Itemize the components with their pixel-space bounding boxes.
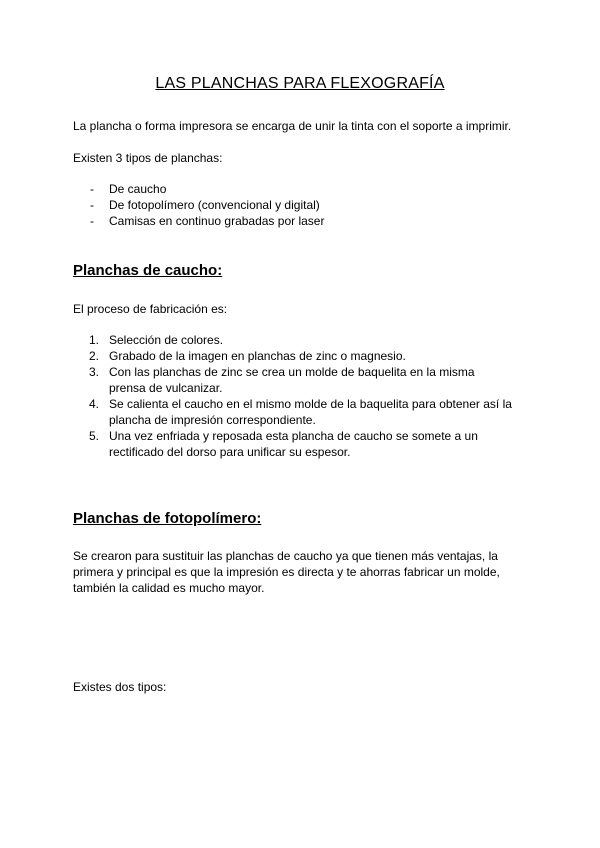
types-line: Existes dos tipos: (73, 680, 167, 694)
list-item: 2. Grabado de la imagen en planchas de zinc o magnesio. (89, 349, 406, 363)
list-item: 3. Con las planchas de zinc se crea un molde de baquelita en la misma prensa de vulcanizar. (89, 365, 475, 395)
dash-bullet: - (90, 182, 94, 196)
dash-bullet: - (90, 214, 94, 228)
page-title: LAS PLANCHAS PARA FLEXOGRAFÍA (155, 75, 445, 92)
list-item: 1. Selección de colores. (89, 333, 224, 347)
plate-types-list (73, 181, 533, 229)
dash-bullet: - (90, 198, 94, 212)
list-item: - De fotopolímero (convencional y digital) (90, 198, 320, 212)
caucho-steps-list (73, 332, 513, 460)
fotopolimero-paragraph: Se crearon para sustituir las planchas de caucho ya que tienen más ventajas, la primera y principal es que la impresión es directa y te ahorras fabricar un molde, también la calidad es mucho mayor. (73, 549, 500, 595)
list-item: - Camisas en continuo grabadas por laser (90, 214, 325, 228)
types-intro: Existen 3 tipos de planchas: (73, 151, 223, 165)
list-item: - De caucho (90, 182, 167, 196)
section-heading-caucho: Planchas de caucho: (73, 262, 223, 279)
list-item: 5. Una vez enfriada y reposada esta plancha de caucho se somete a un rectificado del dorso para unificar su espesor. (89, 429, 478, 459)
caucho-intro: El proceso de fabricación es: (73, 302, 228, 316)
list-item: 4. Se calienta el caucho en el mismo molde de la baquelita para obtener así la plancha de impresión correspondiente. (89, 397, 512, 427)
intro-paragraph: La plancha o forma impresora se encarga de unir la tinta con el soporte a imprimir. (73, 119, 512, 133)
section-heading-fotopolimero: Planchas de fotopolímero: (73, 510, 262, 527)
